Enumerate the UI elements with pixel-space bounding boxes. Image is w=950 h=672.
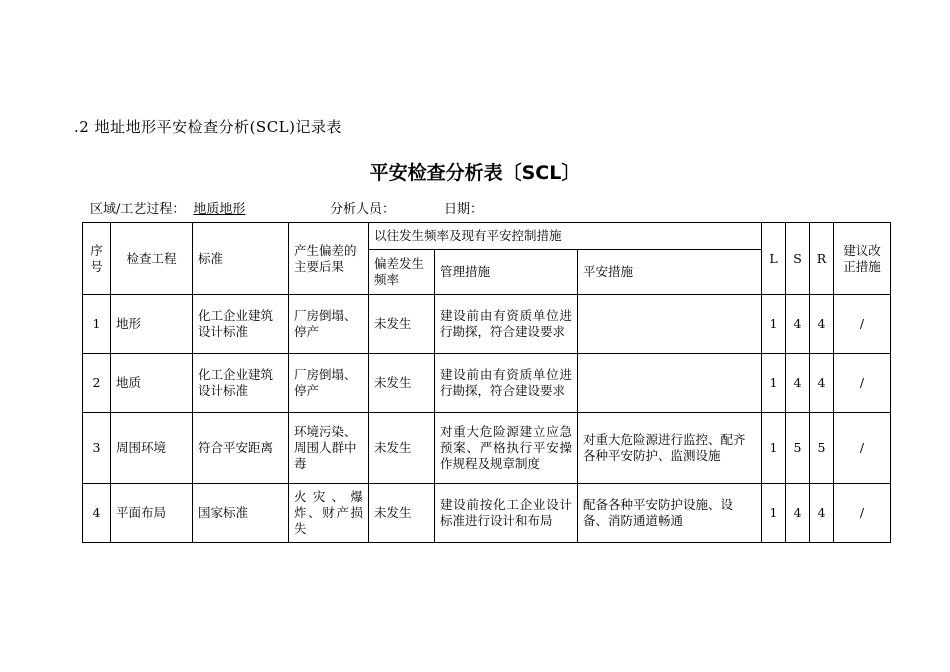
cell-standard: 符合平安距离: [193, 413, 289, 484]
cell-l: 1: [762, 354, 786, 413]
table-row: [83, 484, 891, 543]
cell-r: 4: [810, 295, 834, 354]
header-management: 管理措施: [435, 250, 578, 295]
scl-table: [82, 222, 891, 543]
cell-consequence: 厂房倒塌、停产: [289, 295, 369, 354]
header-row: [83, 223, 891, 250]
cell-item: 周围环境: [111, 413, 193, 484]
cell-seq: 1: [83, 295, 111, 354]
cell-l: 1: [762, 295, 786, 354]
cell-r: 4: [810, 354, 834, 413]
cell-management: 建设前按化工企业设计标准进行设计和布局: [435, 484, 578, 543]
cell-consequence: 环境污染、周围人群中毒: [289, 413, 369, 484]
cell-frequency: 未发生: [369, 484, 435, 543]
header-suggestion: 建议改正措施: [834, 223, 891, 295]
cell-s: 4: [786, 484, 810, 543]
table-row: [83, 413, 891, 484]
cell-standard: 化工企业建筑设计标准: [193, 354, 289, 413]
area-field: [90, 198, 271, 217]
cell-suggestion: /: [834, 354, 891, 413]
cell-suggestion: /: [834, 295, 891, 354]
analyst-label: 分析人员：: [330, 202, 396, 217]
cell-safety: 对重大危险源进行监控、配齐各种平安防护、监测设施: [578, 413, 762, 484]
cell-safety: [578, 295, 762, 354]
cell-consequence: 厂房倒塌、停产: [289, 354, 369, 413]
header-r: R: [810, 223, 834, 295]
cell-s: 5: [786, 413, 810, 484]
cell-seq: 3: [83, 413, 111, 484]
cell-s: 4: [786, 295, 810, 354]
cell-r: 4: [810, 484, 834, 543]
cell-l: 1: [762, 484, 786, 543]
cell-standard: 国家标准: [193, 484, 289, 543]
cell-seq: 4: [83, 484, 111, 543]
cell-consequence: 火灾、爆炸、财产损失: [289, 484, 369, 543]
page-title: 平安检查分析表〔SCL〕: [369, 162, 581, 184]
cell-suggestion: /: [834, 413, 891, 484]
header-seq: 序号: [83, 223, 111, 295]
area-label: 区域/工艺过程：: [90, 202, 186, 217]
section-heading: .2 地址地形平安检查分析(SCL)记录表: [74, 118, 342, 136]
header-standard: 标准: [193, 223, 289, 295]
cell-management: 建设前由有资质单位进行勘探，符合建设要求: [435, 354, 578, 413]
cell-frequency: 未发生: [369, 413, 435, 484]
cell-item: 地质: [111, 354, 193, 413]
table-row: [83, 354, 891, 413]
cell-item: 地形: [111, 295, 193, 354]
header-l: L: [762, 223, 786, 295]
cell-suggestion: /: [834, 484, 891, 543]
cell-standard: 化工企业建筑设计标准: [193, 295, 289, 354]
cell-frequency: 未发生: [369, 354, 435, 413]
cell-r: 5: [810, 413, 834, 484]
cell-safety: [578, 354, 762, 413]
cell-management: 对重大危险源建立应急预案、严格执行平安操作规程及规章制度: [435, 413, 578, 484]
table-row: [83, 295, 891, 354]
header-group: 以往发生频率及现有平安控制措施: [369, 223, 762, 250]
header-safety: 平安措施: [578, 250, 762, 295]
cell-seq: 2: [83, 354, 111, 413]
cell-s: 4: [786, 354, 810, 413]
cell-management: 建设前由有资质单位进行勘探，符合建设要求: [435, 295, 578, 354]
date-label: 日期：: [444, 202, 484, 217]
area-value: 地质地形: [193, 202, 246, 217]
header-consequence: 产生偏差的主要后果: [289, 223, 369, 295]
header-frequency: 偏差发生频率: [369, 250, 435, 295]
cell-safety: 配备各种平安防护设施、设备、消防通道畅通: [578, 484, 762, 543]
header-item: 检查工程: [111, 223, 193, 295]
header-s: S: [786, 223, 810, 295]
cell-l: 1: [762, 413, 786, 484]
cell-frequency: 未发生: [369, 295, 435, 354]
cell-item: 平面布局: [111, 484, 193, 543]
